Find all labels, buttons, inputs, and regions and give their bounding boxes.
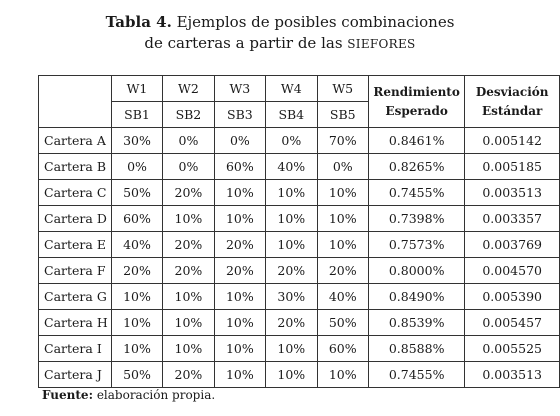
- weight-cell: 10%: [266, 180, 317, 206]
- header-fund: SB5: [317, 102, 368, 128]
- weight-cell: 10%: [163, 310, 214, 336]
- row-label: Cartera J: [39, 362, 112, 388]
- table-body: [39, 128, 560, 388]
- weight-cell: 10%: [111, 310, 162, 336]
- weight-cell: 10%: [111, 284, 162, 310]
- caption-siefores: SIEFORES: [347, 37, 416, 51]
- weight-cell: 10%: [317, 362, 368, 388]
- header-fund: SB4: [266, 102, 317, 128]
- header-fund: SB1: [111, 102, 162, 128]
- caption-text-1: Ejemplos de posibles combinaciones: [171, 13, 455, 31]
- rendimiento-cell: 0.8000%: [368, 258, 464, 284]
- desviacion-cell: 0.005457: [465, 310, 560, 336]
- rendimiento-cell: 0.8490%: [368, 284, 464, 310]
- weight-cell: 0%: [214, 128, 265, 154]
- weight-cell: 50%: [111, 180, 162, 206]
- header-corner-cell: [39, 76, 112, 128]
- weight-cell: 10%: [214, 310, 265, 336]
- weight-cell: 20%: [163, 232, 214, 258]
- rendimiento-cell: 0.8461%: [368, 128, 464, 154]
- portfolio-table: [38, 75, 560, 388]
- desviacion-cell: 0.005390: [465, 284, 560, 310]
- weight-cell: 20%: [111, 258, 162, 284]
- rendimiento-cell: 0.7398%: [368, 206, 464, 232]
- weight-cell: 0%: [163, 154, 214, 180]
- weight-cell: 40%: [111, 232, 162, 258]
- header-desviacion: Desviación Estándar: [465, 76, 560, 128]
- rendimiento-cell: 0.8588%: [368, 336, 464, 362]
- header-weight: W4: [266, 76, 317, 102]
- desviacion-cell: 0.005525: [465, 336, 560, 362]
- weight-cell: 10%: [317, 206, 368, 232]
- caption-line-2: [0, 33, 560, 55]
- weight-cell: 20%: [266, 310, 317, 336]
- weight-cell: 50%: [111, 362, 162, 388]
- rendimiento-cell: 0.7573%: [368, 232, 464, 258]
- source-label: Fuente:: [42, 388, 93, 402]
- header-weight: W1: [111, 76, 162, 102]
- weight-cell: 10%: [214, 206, 265, 232]
- row-label: Cartera I: [39, 336, 112, 362]
- rendimiento-cell: 0.8539%: [368, 310, 464, 336]
- table-row: [39, 336, 560, 362]
- weight-cell: 20%: [214, 258, 265, 284]
- desviacion-cell: 0.005185: [465, 154, 560, 180]
- desviacion-cell: 0.005142: [465, 128, 560, 154]
- weight-cell: 10%: [317, 232, 368, 258]
- header-weight: W3: [214, 76, 265, 102]
- weight-cell: 60%: [214, 154, 265, 180]
- row-label: Cartera A: [39, 128, 112, 154]
- weight-cell: 20%: [214, 232, 265, 258]
- weight-cell: 40%: [266, 154, 317, 180]
- weight-cell: 20%: [163, 258, 214, 284]
- table-row: [39, 154, 560, 180]
- table-row: [39, 206, 560, 232]
- table-caption: [0, 12, 560, 55]
- row-label: Cartera E: [39, 232, 112, 258]
- rendimiento-cell: 0.7455%: [368, 180, 464, 206]
- header-fund: SB3: [214, 102, 265, 128]
- weight-cell: 60%: [317, 336, 368, 362]
- caption-line-1: [0, 12, 560, 33]
- row-label: Cartera C: [39, 180, 112, 206]
- weight-cell: 10%: [111, 336, 162, 362]
- table-row: [39, 258, 560, 284]
- source-note: [42, 388, 215, 402]
- weight-cell: 60%: [111, 206, 162, 232]
- row-label: Cartera B: [39, 154, 112, 180]
- weight-cell: 30%: [266, 284, 317, 310]
- weight-cell: 10%: [266, 206, 317, 232]
- weight-cell: 10%: [214, 284, 265, 310]
- weight-cell: 20%: [163, 362, 214, 388]
- desviacion-cell: 0.003513: [465, 180, 560, 206]
- weight-cell: 0%: [266, 128, 317, 154]
- weight-cell: 20%: [163, 180, 214, 206]
- caption-text-2: de carteras a partir de las: [144, 34, 348, 52]
- row-label: Cartera G: [39, 284, 112, 310]
- weight-cell: 10%: [317, 180, 368, 206]
- weight-cell: 40%: [317, 284, 368, 310]
- weight-cell: 10%: [163, 336, 214, 362]
- weight-cell: 10%: [214, 336, 265, 362]
- weight-cell: 20%: [266, 258, 317, 284]
- table-row: [39, 128, 560, 154]
- weight-cell: 30%: [111, 128, 162, 154]
- weight-cell: 70%: [317, 128, 368, 154]
- desviacion-cell: 0.004570: [465, 258, 560, 284]
- desviacion-cell: 0.003769: [465, 232, 560, 258]
- table-row: [39, 232, 560, 258]
- weight-cell: 0%: [111, 154, 162, 180]
- row-label: Cartera H: [39, 310, 112, 336]
- weight-cell: 20%: [317, 258, 368, 284]
- weight-cell: 10%: [163, 206, 214, 232]
- weight-cell: 50%: [317, 310, 368, 336]
- weight-cell: 0%: [163, 128, 214, 154]
- weight-cell: 10%: [163, 284, 214, 310]
- header-weight: W2: [163, 76, 214, 102]
- header-rendimiento: Rendimiento Esperado: [368, 76, 464, 128]
- source-text: elaboración propia.: [93, 388, 216, 402]
- desviacion-cell: 0.003357: [465, 206, 560, 232]
- row-label: Cartera F: [39, 258, 112, 284]
- weight-cell: 10%: [214, 362, 265, 388]
- header-fund: SB2: [163, 102, 214, 128]
- weight-cell: 10%: [266, 232, 317, 258]
- weight-cell: 10%: [266, 336, 317, 362]
- table-row: [39, 310, 560, 336]
- weight-cell: 10%: [214, 180, 265, 206]
- header-weight: W5: [317, 76, 368, 102]
- row-label: Cartera D: [39, 206, 112, 232]
- desviacion-cell: 0.003513: [465, 362, 560, 388]
- header-row-weights: [39, 76, 560, 102]
- table-row: [39, 180, 560, 206]
- weight-cell: 0%: [317, 154, 368, 180]
- rendimiento-cell: 0.8265%: [368, 154, 464, 180]
- caption-label: Tabla 4.: [105, 13, 172, 31]
- table-row: [39, 284, 560, 310]
- rendimiento-cell: 0.7455%: [368, 362, 464, 388]
- weight-cell: 10%: [266, 362, 317, 388]
- table-row: [39, 362, 560, 388]
